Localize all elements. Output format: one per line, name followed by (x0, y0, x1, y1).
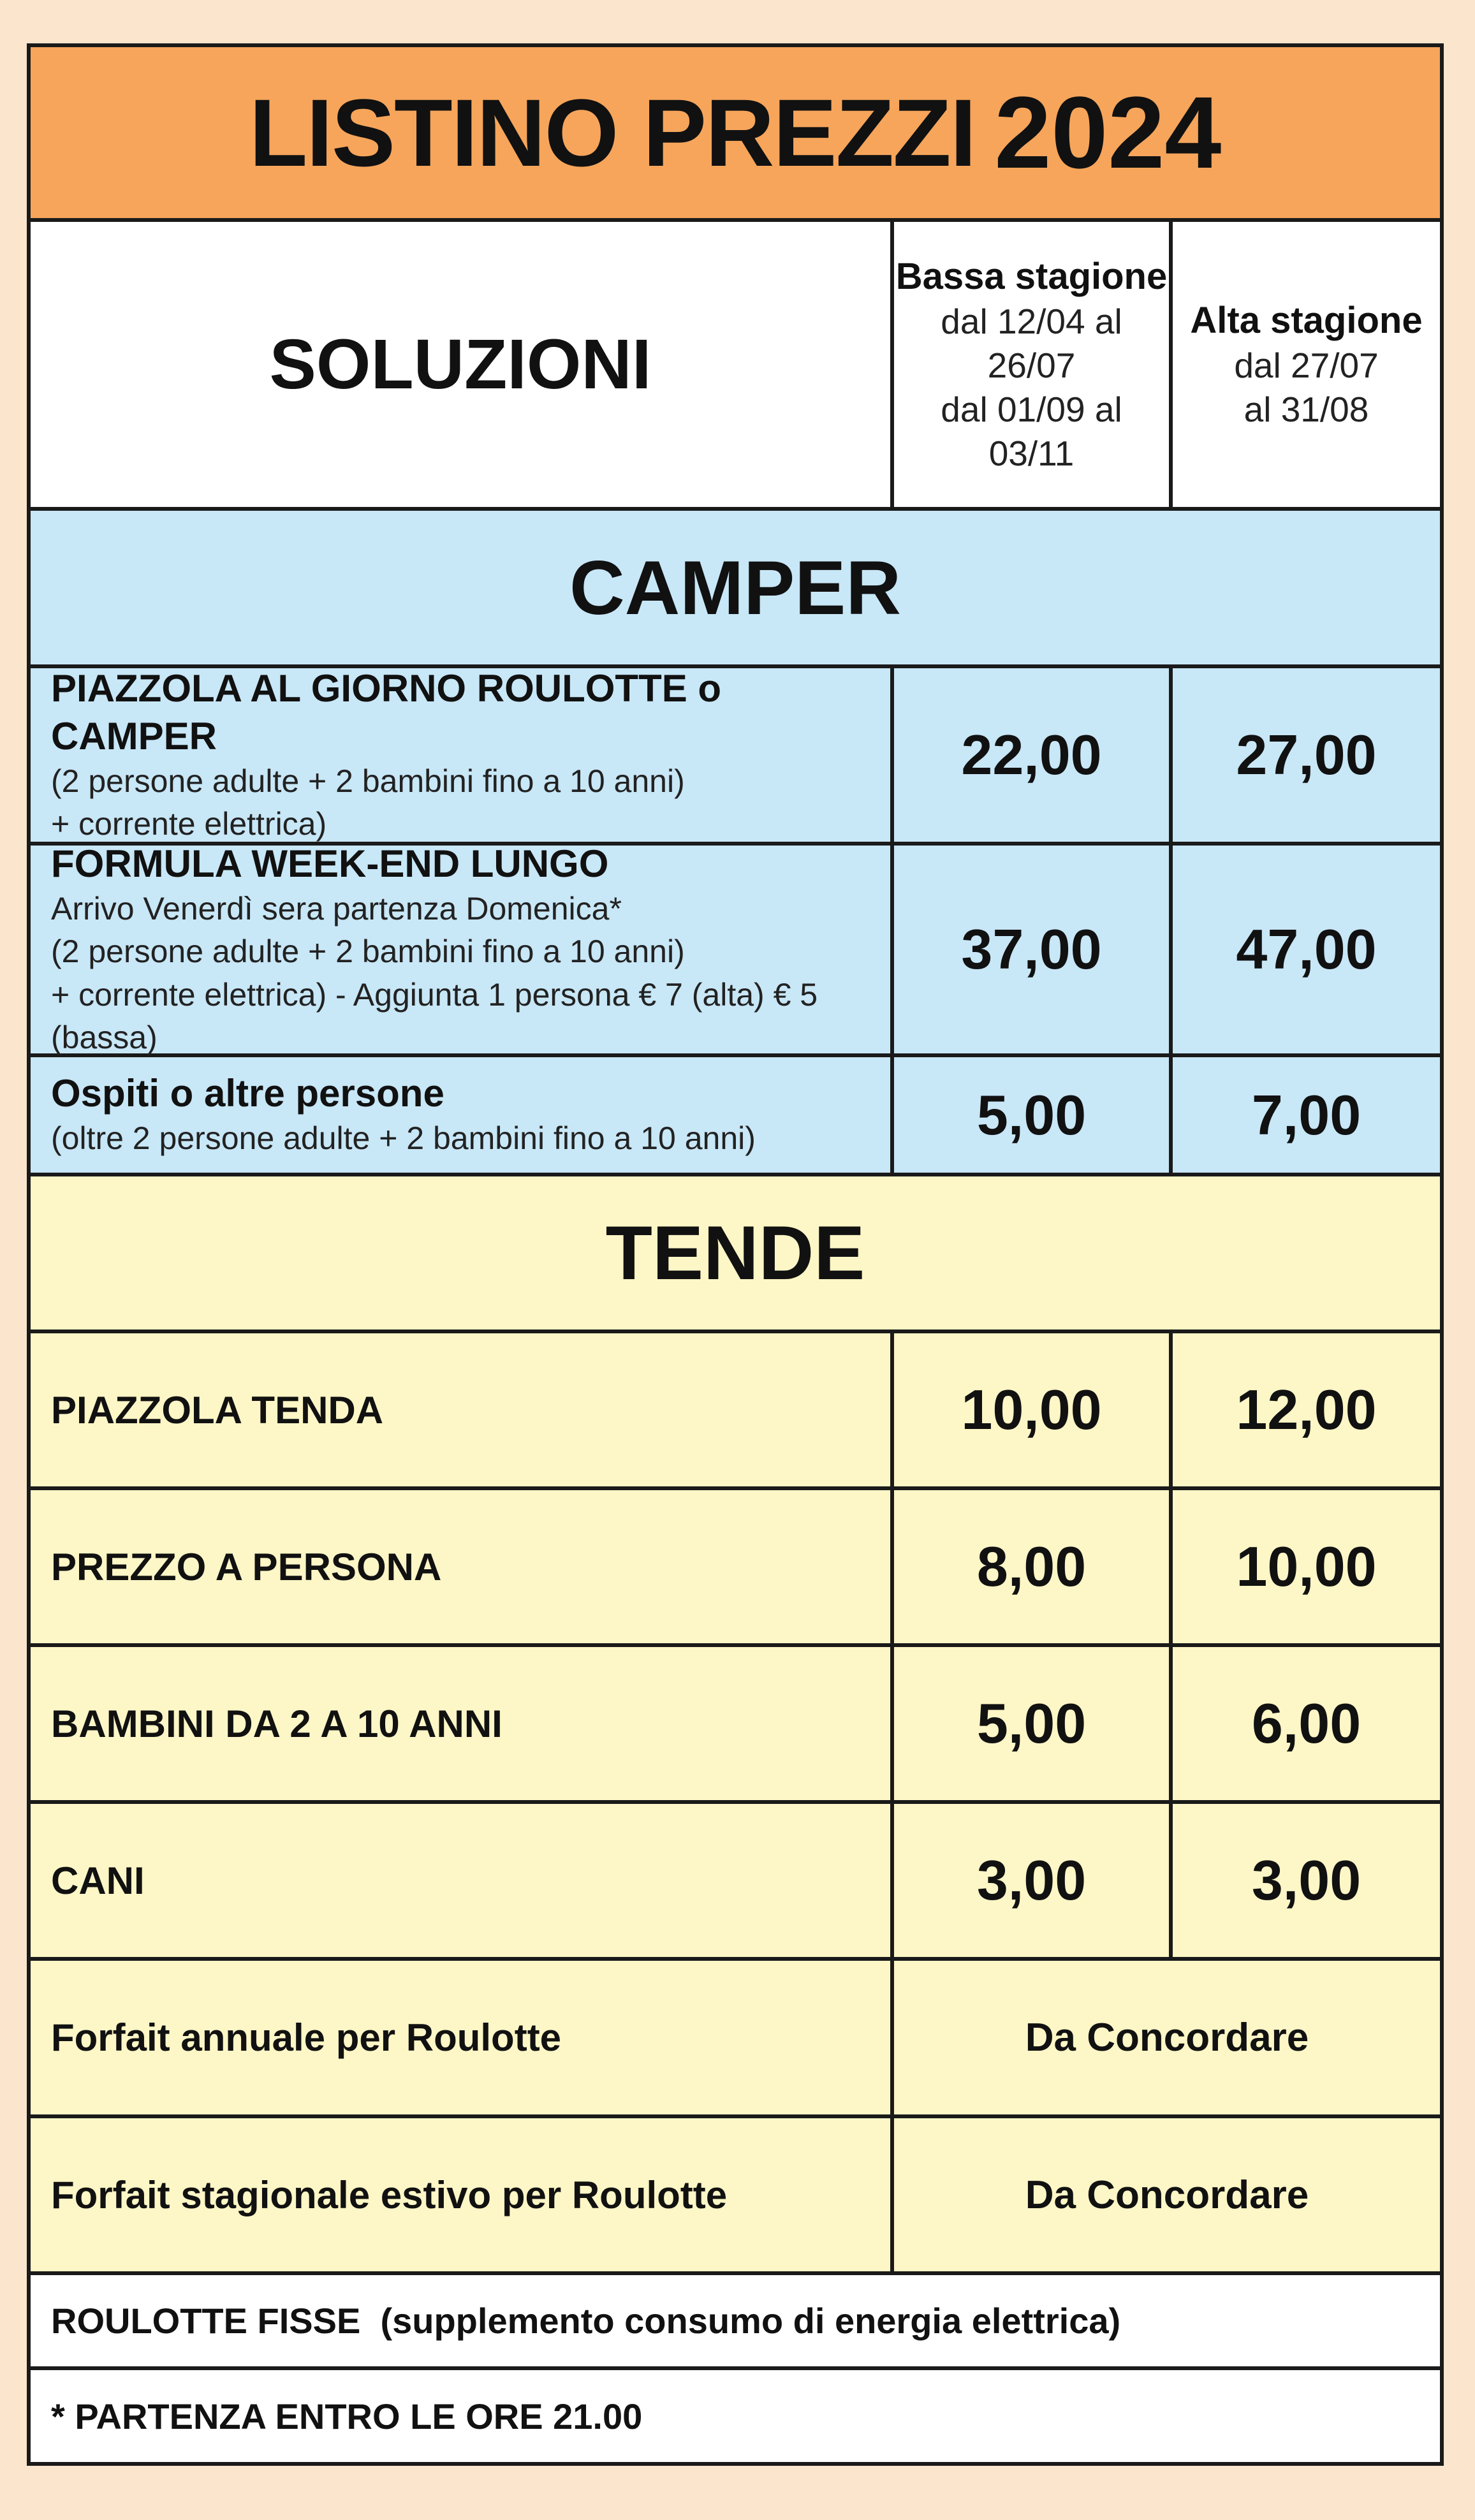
price-high: 10,00 (1169, 1490, 1440, 1643)
price-low: 3,00 (890, 1804, 1169, 1957)
row-note: (oltre 2 persone adulte + 2 bambini fino a 10 anni) (51, 1120, 756, 1157)
note-row (31, 2370, 1440, 2462)
table-row (31, 1647, 1440, 1804)
table-row (31, 668, 1440, 846)
price-low: 22,00 (890, 668, 1169, 842)
departure-note: * PARTENZA ENTRO LE ORE 21.00 (51, 2396, 643, 2436)
row-label: Forfait annuale per Roulotte (51, 2016, 562, 2059)
row-title: PIAZZOLA AL GIORNO ROULOTTE o CAMPER (51, 666, 722, 758)
row-note: (2 persone adulte + 2 bambini fino a 10 anni) (51, 934, 685, 969)
page-year: 2024 (994, 75, 1222, 189)
row-label: PREZZO A PERSONA (51, 1545, 442, 1588)
row-note: + corrente elettrica) (51, 806, 327, 842)
title-bar (31, 47, 1440, 222)
table-row (31, 1057, 1440, 1176)
roulotte-fisse-note: ROULOTTE FISSE (supplemento consumo di energia elettrica) (51, 2301, 1121, 2341)
table-row (31, 842, 1440, 1057)
price-low: 37,00 (890, 846, 1169, 1053)
row-note: (2 persone adulte + 2 bambini fino a 10 anni) (51, 763, 685, 799)
price-high: 7,00 (1169, 1057, 1440, 1173)
row-title: FORMULA WEEK-END LUNGO (51, 842, 609, 885)
row-note: Arrivo Venerdì sera partenza Domenica* (51, 890, 622, 927)
price-high: 3,00 (1169, 1804, 1440, 1957)
price-low: 10,00 (890, 1333, 1169, 1486)
row-label: CANI (51, 1859, 145, 1902)
row-note: + corrente elettrica) - Aggiunta 1 persona € 7 (alta) € 5 (bassa) (51, 976, 818, 1055)
section-title-tende: TENDE (605, 1210, 865, 1296)
page-title: LISTINO PREZZI (249, 78, 976, 186)
price-high: 27,00 (1169, 668, 1440, 842)
row-label: PIAZZOLA TENDA (51, 1388, 384, 1432)
price-list-table (27, 43, 1444, 2466)
table-row (31, 2118, 1440, 2275)
tende-section-header (31, 1176, 1440, 1333)
table-row (31, 1490, 1440, 1647)
table-row (31, 1333, 1440, 1490)
column-header-row (31, 222, 1440, 511)
price-agreement: Da Concordare (890, 2118, 1440, 2271)
price-high: 12,00 (1169, 1333, 1440, 1486)
price-high: 47,00 (1169, 846, 1440, 1053)
section-title-camper: CAMPER (569, 545, 902, 631)
price-low: 8,00 (890, 1490, 1169, 1643)
low-season-header: Bassa stagione dal 12/04 al 26/07 dal 01/09 al 03/11 (890, 222, 1169, 507)
price-agreement: Da Concordare (890, 1961, 1440, 2114)
high-season-header: Alta stagione dal 27/07 al 31/08 (1169, 222, 1440, 507)
camper-section-header (31, 511, 1440, 668)
price-low: 5,00 (890, 1647, 1169, 1800)
row-label: BAMBINI DA 2 A 10 ANNI (51, 1702, 503, 1745)
table-row (31, 1961, 1440, 2118)
note-row (31, 2275, 1440, 2370)
price-high: 6,00 (1169, 1647, 1440, 1800)
solutions-header: SOLUZIONI (269, 325, 652, 404)
row-title: Ospiti o altre persone (51, 1072, 444, 1115)
price-low: 5,00 (890, 1057, 1169, 1173)
row-label: Forfait stagionale estivo per Roulotte (51, 2173, 728, 2216)
table-row (31, 1804, 1440, 1961)
